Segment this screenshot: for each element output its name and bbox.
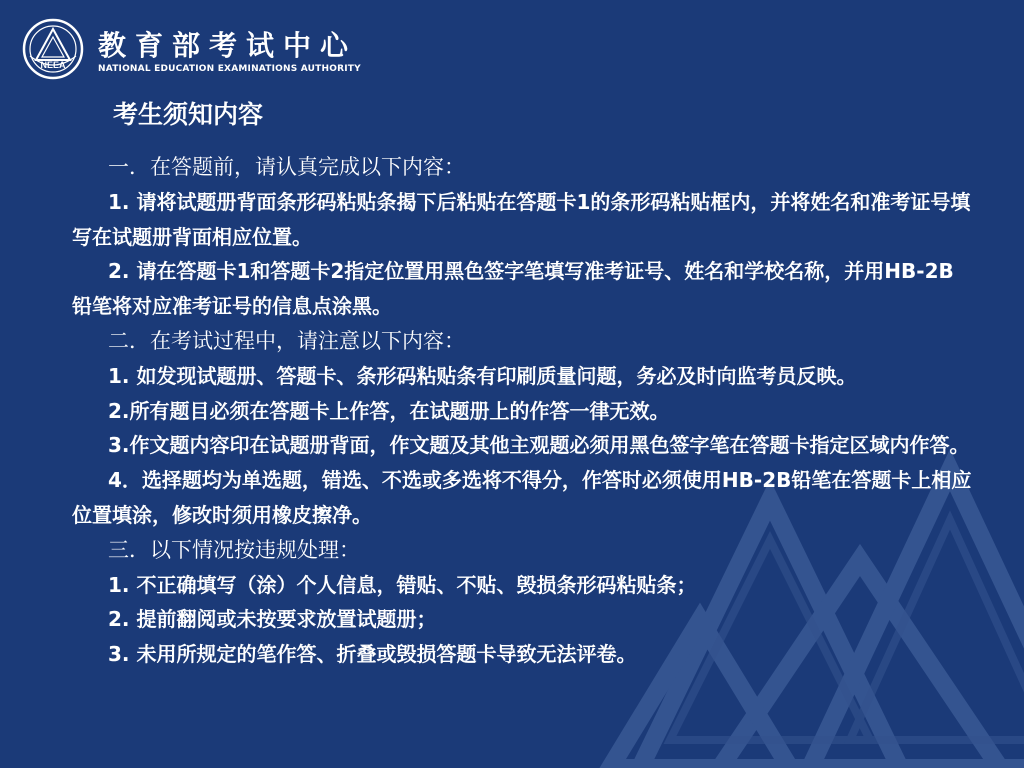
svg-text:NEEA: NEEA [40, 60, 66, 70]
instruction-item: 4．选择题均为单选题，错选、不选或多选将不得分，作答时必须使用HB-2B铅笔在答题卡上相应位置填涂，修改时须用橡皮擦净。 [72, 468, 972, 527]
instruction-item: 2.所有题目必须在答题卡上作答，在试题册上的作答一律无效。 [108, 398, 670, 423]
instruction-item: 1. 请将试题册背面条形码粘贴条揭下后粘贴在答题卡1的条形码粘贴框内，并将姓名和准考证号填写在试题册背面相应位置。 [72, 189, 971, 249]
instruction-item: 1. 如发现试题册、答题卡、条形码粘贴条有印刷质量问题，务必及时向监考员反映。 [108, 363, 857, 388]
instruction-item: 2. 请在答题卡1和答题卡2指定位置用黑色签字笔填写准考证号、姓名和学校名称，并用HB-2B铅笔将对应准考证号的信息点涂黑。 [72, 259, 954, 319]
org-name-en: NATIONAL EDUCATION EXAMINATIONS AUTHORITY [98, 64, 361, 74]
instruction-item: 2. 提前翻阅或未按要求放置试题册； [108, 607, 437, 632]
page-title: 考生须知内容 [113, 100, 264, 129]
org-logo [22, 18, 402, 80]
neea-emblem-icon [22, 18, 84, 80]
org-name-cn: 教育部考试中心 [98, 29, 358, 62]
section-heading: 二．在考试过程中，请注意以下内容： [108, 328, 465, 353]
section-heading: 一．在答题前，请认真完成以下内容： [108, 155, 465, 179]
instructions-body [72, 150, 972, 672]
instruction-item: 1. 不正确填写（涂）个人信息，错贴、不贴、毁损条形码粘贴条； [108, 572, 697, 597]
section-heading: 三．以下情况按违规处理： [108, 537, 360, 562]
instruction-item: 3. 未用所规定的笔作答、折叠或毁损答题卡导致无法评卷。 [108, 642, 637, 667]
instruction-item: 3.作文题内容印在试题册背面，作文题及其他主观题必须用黑色签字笔在答题卡指定区域内作答。 [108, 433, 970, 458]
